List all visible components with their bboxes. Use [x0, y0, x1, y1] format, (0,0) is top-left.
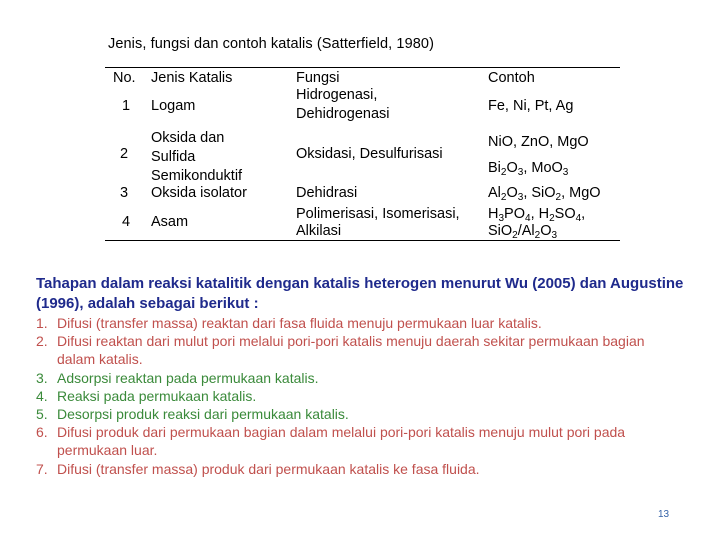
step-number: 1.: [36, 315, 48, 331]
row-4-contoh: $H_3PO_4$, $H_2SO_4$, $SiO_2/Al_2O_3$: [488, 206, 586, 241]
header-contoh: Contoh: [488, 70, 535, 86]
step-number: 4.: [36, 387, 48, 404]
step-item: [36, 387, 686, 405]
row-2-jenis: Oksida dan Sulfida Semikonduktif: [151, 130, 243, 184]
row-4-no: 4: [122, 214, 131, 230]
header-fungsi: Fungsi: [296, 70, 340, 86]
table-title: Jenis, fungsi dan contoh katalis (Satterfield, 1980): [108, 36, 434, 52]
step-number: 2.: [36, 333, 48, 350]
row-2-fungsi: Oksidasi, Desulfurisasi: [296, 146, 443, 162]
row-1-fungsi: Hidrogenasi, Dehidrogenasi: [296, 87, 390, 122]
step-item: [36, 332, 686, 368]
row-1-no: 1: [122, 98, 131, 114]
reaction-steps-section: [36, 274, 686, 478]
table-top-rule: [105, 67, 620, 68]
row-1-contoh: Fe, Ni, Pt, Ag: [488, 98, 574, 114]
steps-list: [36, 314, 686, 478]
step-text: Difusi (transfer massa) produk dari permukaan katalis ke fasa fluida.: [57, 460, 480, 477]
table-bottom-rule: [105, 240, 620, 241]
row-1-jenis: Logam: [151, 98, 196, 114]
row-2-contoh-extra: $Bi_2O_3$, MoO$_3$: [488, 160, 569, 178]
row-2-no: 2: [120, 146, 129, 162]
step-text: Adsorpsi reaktan pada permukaan katalis.: [57, 369, 319, 386]
step-number: 5.: [36, 406, 48, 423]
step-text: Difusi (transfer massa) reaktan dari fasa fluida menuju permukaan luar katalis.: [57, 315, 542, 331]
section-heading: Tahapan dalam reaksi katalitik dengan katalis heterogen menurut Wu (2005) dan Augustine (1996), adalah sebagai berikut :: [36, 275, 684, 312]
step-item: [36, 369, 686, 387]
step-item: [36, 314, 686, 332]
row-3-jenis: Oksida isolator: [151, 185, 247, 201]
header-no: No.: [113, 70, 136, 86]
row-3-contoh: $Al_2O_3$, SiO$_2$, MgO: [488, 185, 601, 203]
page-number: 13: [658, 509, 670, 520]
step-text: Desorpsi produk reaksi dari permukaan katalis.: [57, 406, 349, 423]
row-4-fungsi: Polimerisasi, Isomerisasi, Alkilasi: [296, 206, 460, 239]
step-number: 7.: [36, 460, 48, 477]
row-3-fungsi: Dehidrasi: [296, 185, 358, 201]
row-3-no: 3: [120, 185, 129, 201]
header-jenis: Jenis Katalis: [151, 70, 233, 86]
step-text: Reaksi pada permukaan katalis.: [57, 387, 257, 404]
row-2-contoh: NiO, ZnO, MgO: [488, 134, 589, 150]
step-item: [36, 460, 686, 478]
row-4-jenis: Asam: [151, 214, 189, 230]
step-number: 6.: [36, 424, 48, 441]
step-item: [36, 405, 686, 423]
step-number: 3.: [36, 369, 48, 386]
step-text: Difusi reaktan dari mulut pori melalui pori-pori katalis menuju daerah sekitar permukaan bagian dalam katalis.: [57, 333, 645, 368]
step-text: Difusi produk dari permukaan bagian dalam melalui pori-pori katalis menuju mulut pori pada permukaan luar.: [57, 424, 626, 459]
step-item: [36, 423, 686, 459]
